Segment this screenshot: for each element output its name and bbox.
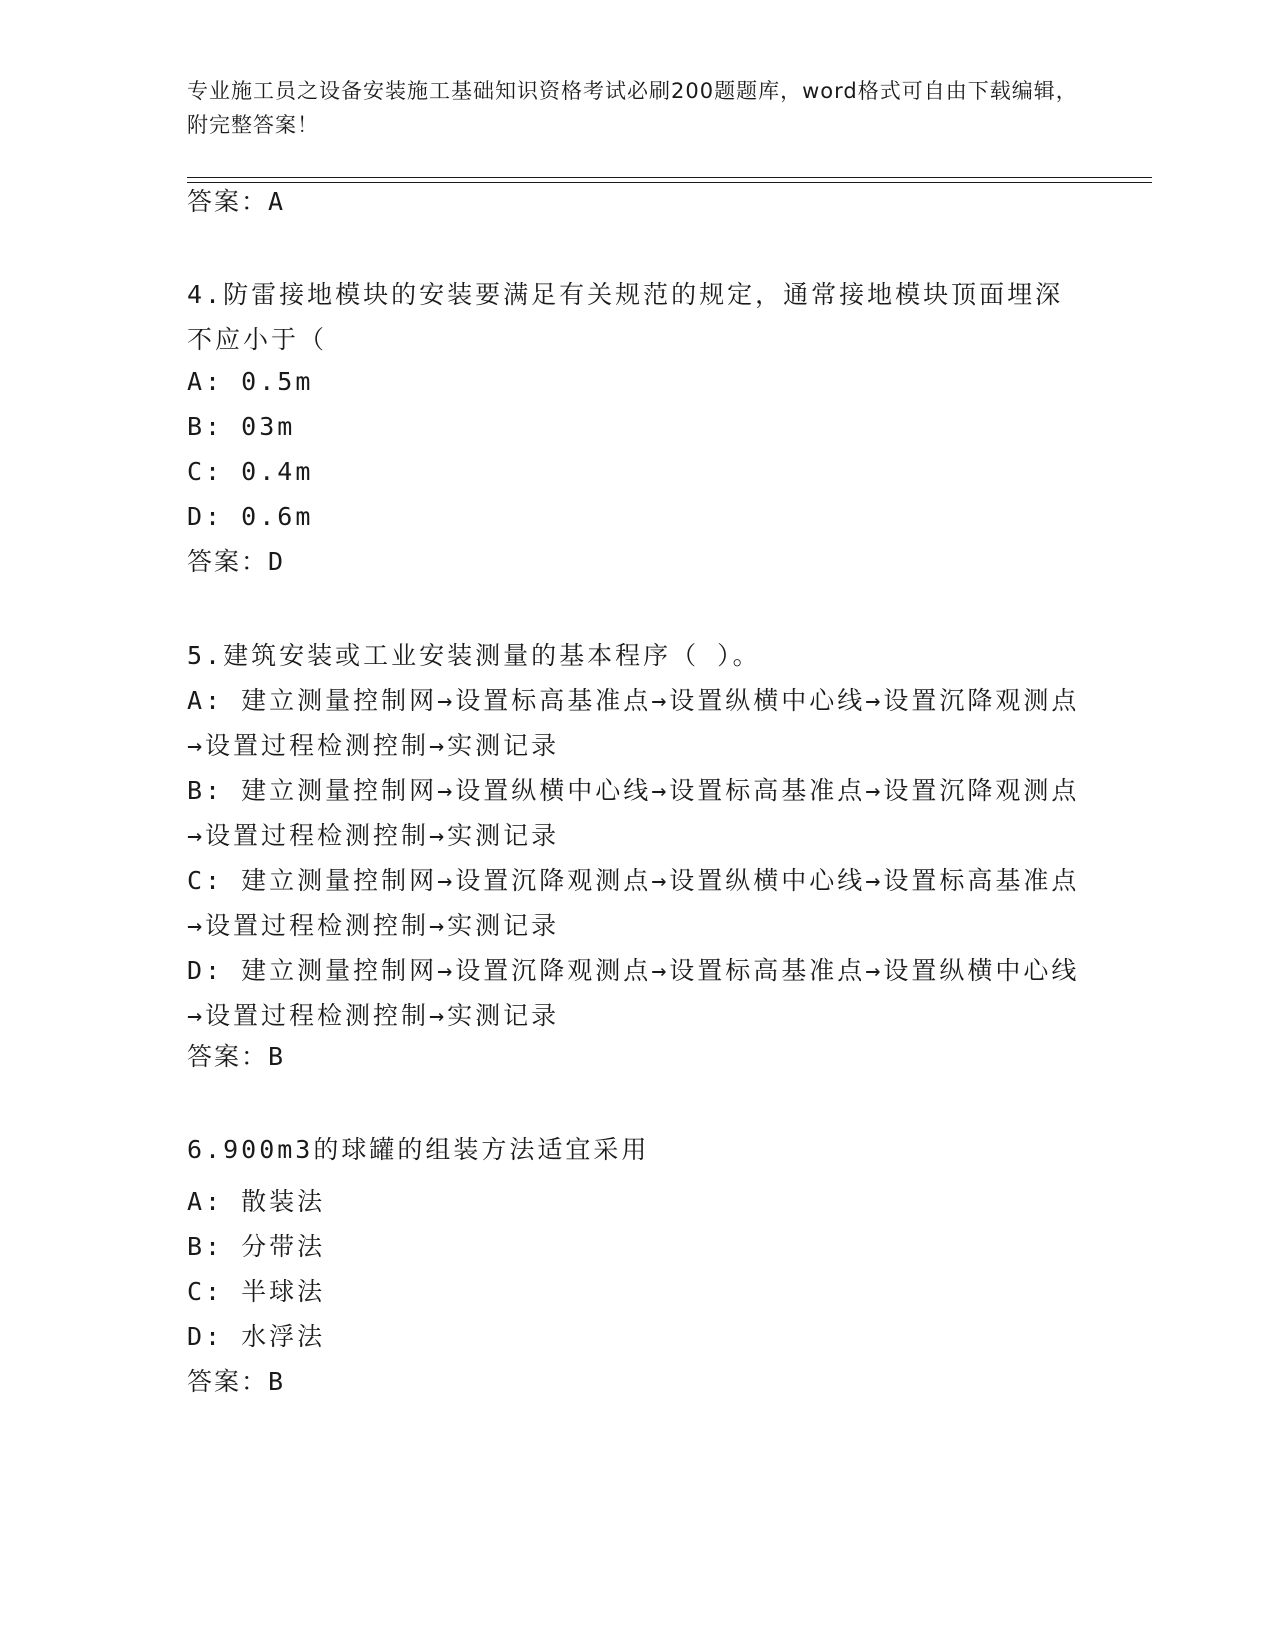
q5-option-c [187, 858, 1082, 948]
header-divider-top [187, 177, 1152, 178]
option-key: B: [187, 1232, 224, 1261]
answer-label: 答案： [187, 547, 269, 576]
q6-option-c [187, 1275, 325, 1309]
option-text: 03m [241, 412, 296, 441]
question-4-stem: 4.防雷接地模块的安装要满足有关规范的规定，通常接地模块顶面埋深不应小于（ [187, 280, 1064, 354]
q5-option-a [187, 678, 1082, 768]
answer-label: 答案： [187, 1367, 269, 1396]
question-5-stem: 5.建筑安装或工业安装测量的基本程序（ ）。 [187, 641, 761, 670]
q4-option-d [187, 500, 313, 534]
answer-label: 答案： [187, 1042, 269, 1071]
answer-value: B [268, 1042, 286, 1071]
option-text: 建立测量控制网→设置沉降观测点→设置纵横中心线→设置标高基准点→设置过程检测控制→实测记录 [187, 866, 1080, 940]
option-key: D: [187, 956, 224, 985]
option-key: B: [187, 412, 224, 441]
option-text: 建立测量控制网→设置标高基准点→设置纵横中心线→设置沉降观测点→设置过程检测控制→实测记录 [187, 686, 1080, 760]
q4-option-b [187, 410, 295, 444]
answer-label: 答案： [187, 187, 269, 216]
answer-value: D [268, 547, 286, 576]
q6-option-a [187, 1185, 325, 1219]
q4-option-c [187, 455, 313, 489]
q5-option-d [187, 948, 1082, 1038]
option-text: 0.6m [241, 502, 314, 531]
option-key: B: [187, 776, 224, 805]
question-6-stem: 6.900m3的球罐的组装方法适宜采用 [187, 1135, 650, 1164]
q6-option-b [187, 1230, 325, 1264]
option-key: C: [187, 457, 224, 486]
answer-value: B [268, 1367, 286, 1396]
answer-line-q6 [187, 1365, 285, 1399]
answer-line-q3 [187, 185, 285, 219]
q6-option-d [187, 1320, 325, 1354]
option-key: D: [187, 502, 224, 531]
option-key: A: [187, 367, 224, 396]
option-text: 建立测量控制网→设置纵横中心线→设置标高基准点→设置沉降观测点→设置过程检测控制→实测记录 [187, 776, 1080, 850]
option-key: C: [187, 866, 224, 895]
option-key: C: [187, 1277, 224, 1306]
header-divider-bottom [187, 182, 1152, 183]
option-key: A: [187, 1187, 224, 1216]
option-text: 0.4m [241, 457, 314, 486]
q4-option-a [187, 365, 313, 399]
option-text: 建立测量控制网→设置沉降观测点→设置标高基准点→设置纵横中心线→设置过程检测控制→实测记录 [187, 956, 1080, 1030]
option-text: 水浮法 [241, 1322, 326, 1351]
option-text: 散装法 [241, 1187, 326, 1216]
answer-line-q4 [187, 545, 285, 579]
option-key: D: [187, 1322, 224, 1351]
option-key: A: [187, 686, 224, 715]
option-text: 分带法 [241, 1232, 326, 1261]
q5-option-b [187, 768, 1082, 858]
answer-value: A [268, 187, 286, 216]
document-header: 专业施工员之设备安装施工基础知识资格考试必刷200题题库，word格式可自由下载编辑，附完整答案！ [187, 79, 1078, 137]
option-text: 0.5m [241, 367, 314, 396]
answer-line-q5 [187, 1040, 285, 1074]
option-text: 半球法 [241, 1277, 326, 1306]
